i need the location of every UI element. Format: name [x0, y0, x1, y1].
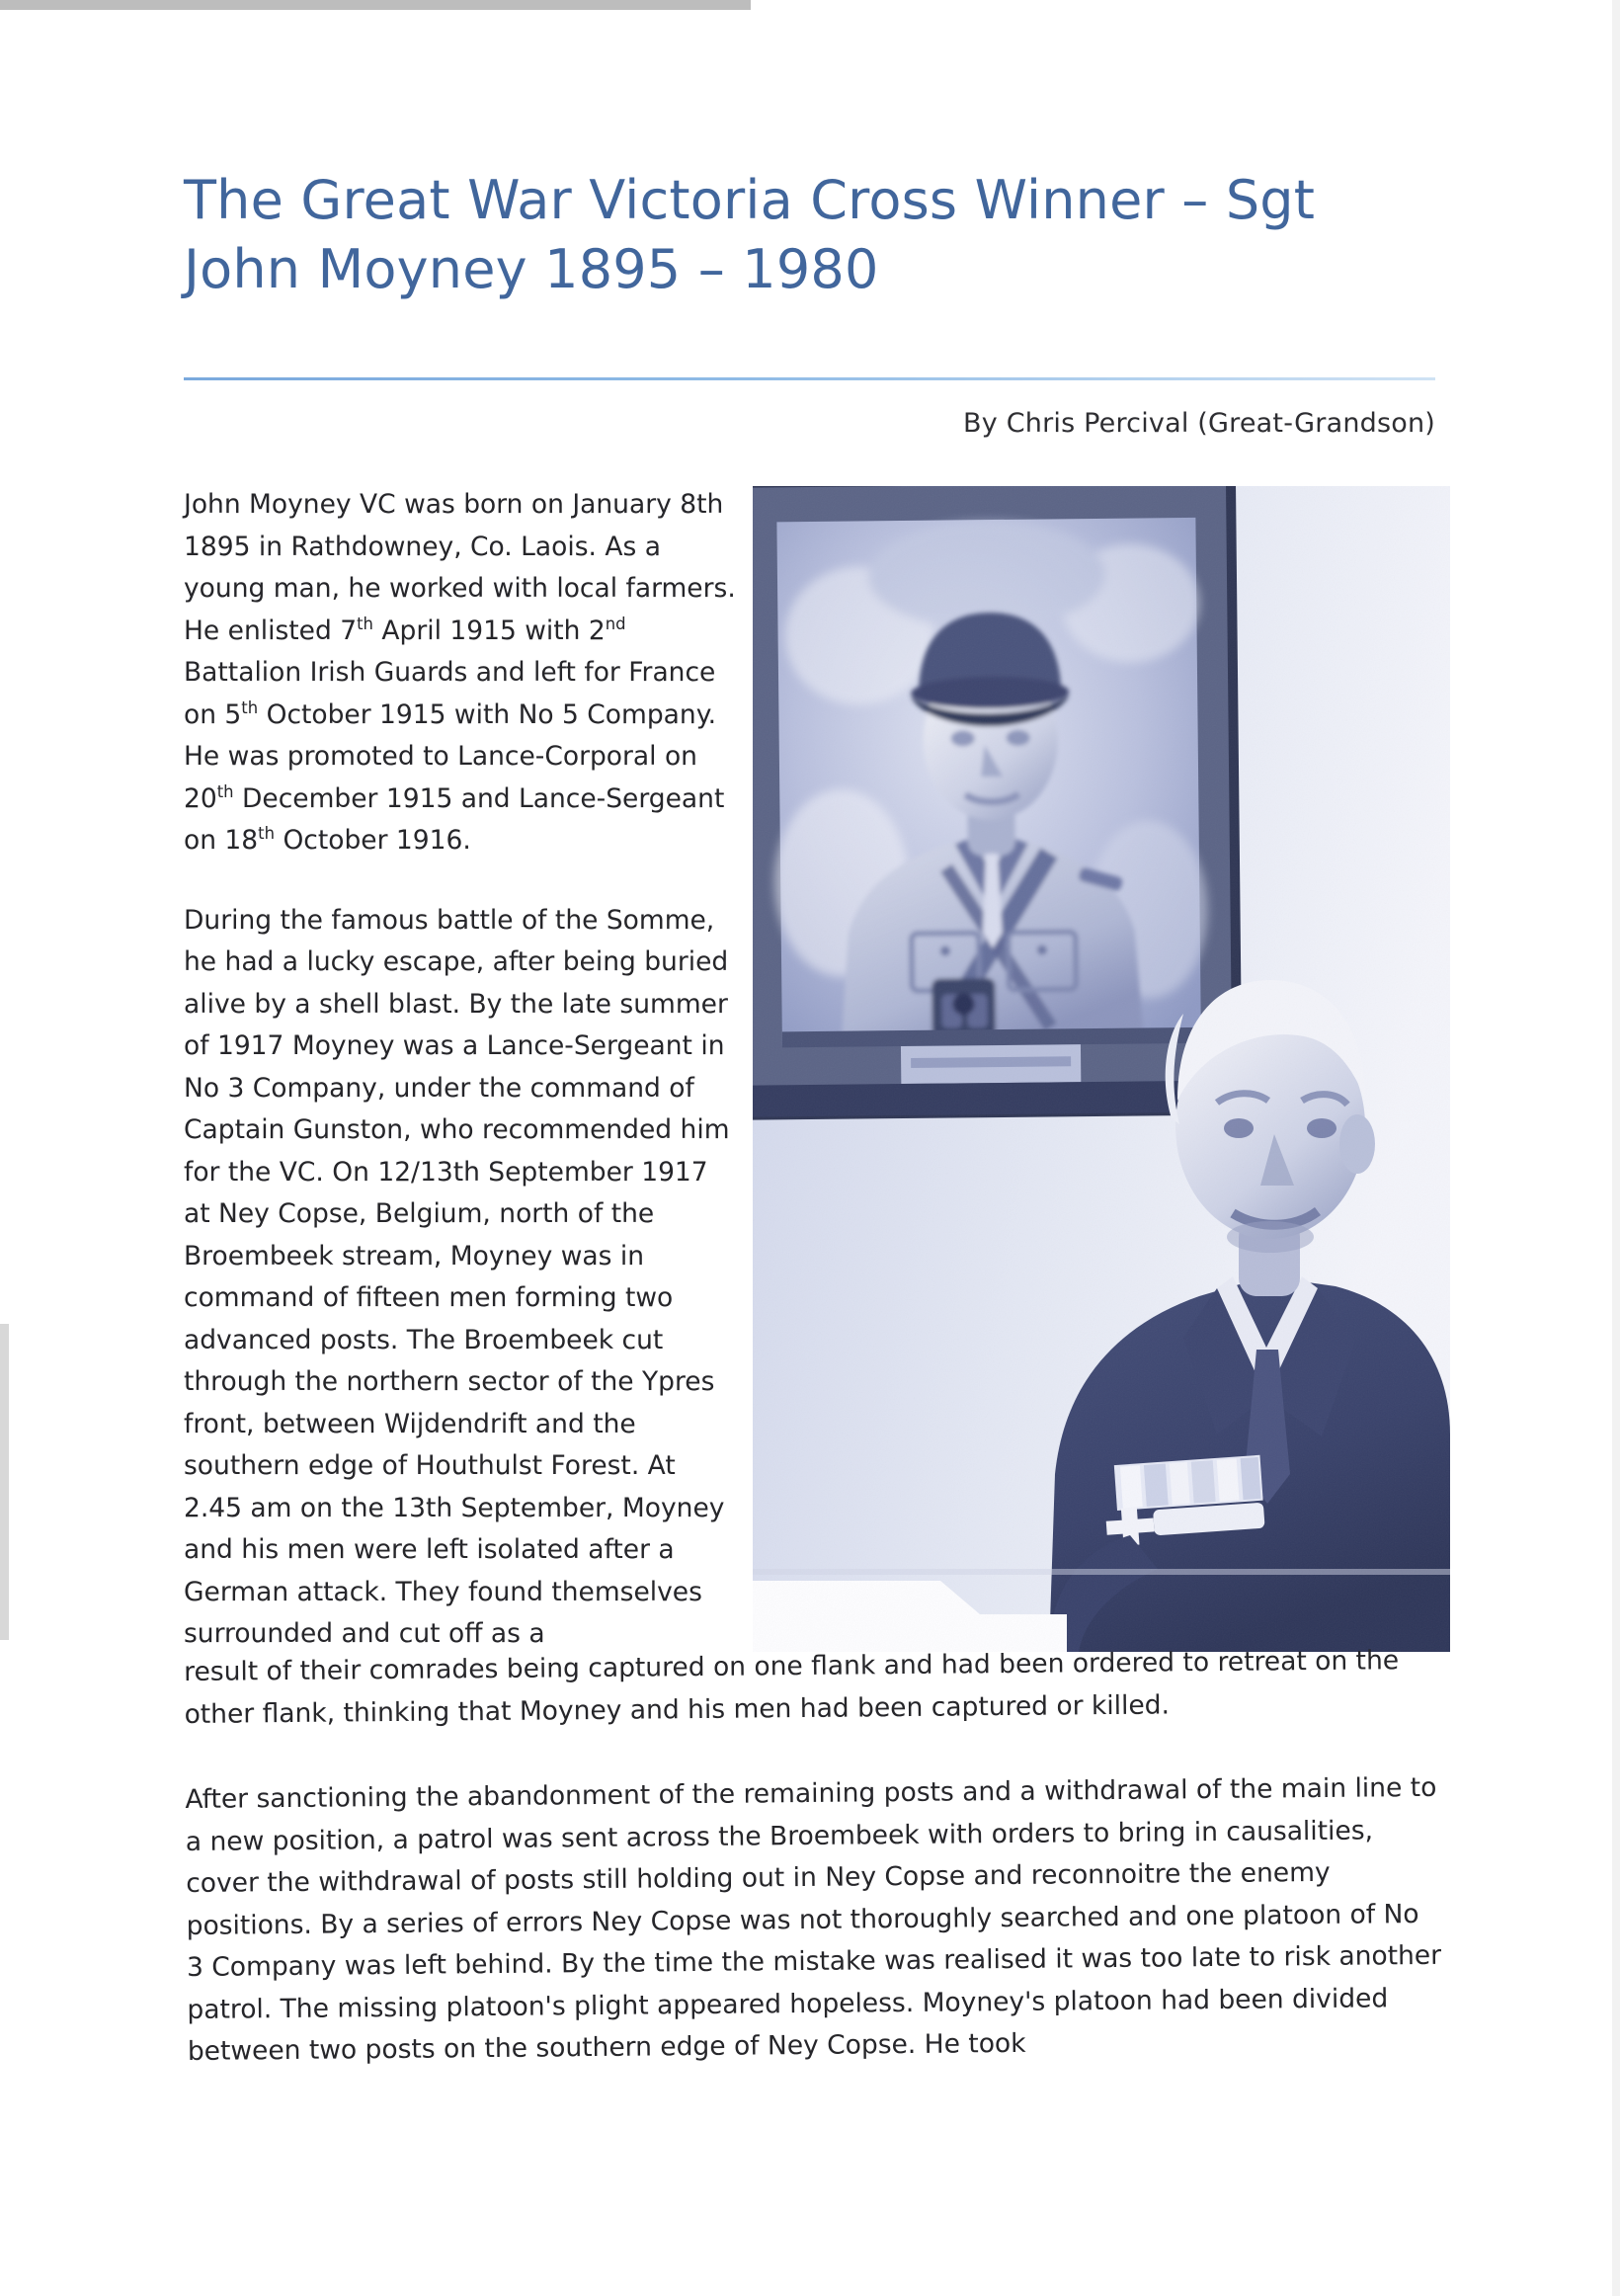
p1-seg5: December 1915 and Lance-Sergeant on 18: [184, 782, 725, 856]
p1-seg3: Battalion Irish Guards and left for France on 5: [184, 657, 716, 730]
byline: By Chris Percival (Great-Grandson): [963, 408, 1435, 439]
p1-ordinal-1: th: [357, 614, 373, 633]
p1-seg1: John Moyney VC was born on January 8th 1895 in Rathdowney, Co. Laois. As a young man, he worked with local farmers. He enlisted 7: [184, 489, 736, 646]
paragraph-1: [184, 484, 740, 862]
scan-artifact-top: [0, 0, 751, 10]
p1-seg6: October 1916.: [275, 825, 471, 856]
p1-ordinal-2: nd: [605, 614, 626, 633]
article-column-text: [184, 484, 740, 1693]
title-line-1: The Great War Victoria Cross Winner – Sgt: [184, 169, 1316, 231]
paragraph-3: After sanctioning the abandonment of the remaining posts and a withdrawal of the main line to a new position, a patrol was sent across the Broembeek with orders to bring in causalities, cover the withdrawal of posts still holding out in Ney Copse and reconnoitre the enemy positions. By a series of errors Ney Copse was not thoroughly searched and one platoon of No 3 Company was left behind. By the time the mistake was realised it was too late to risk another patrol. The missing platoon's plight appeared hopeless. Moyney's platoon had been divided between two posts on the southern edge of Ney Copse. He took: [185, 1771, 1442, 2067]
scan-artifact-left: [0, 1324, 9, 1640]
p1-ordinal-3: th: [241, 697, 259, 717]
title-line-2: John Moyney 1895 – 1980: [184, 238, 879, 301]
photograph-graphic: [753, 486, 1450, 1652]
title-heading: [184, 166, 1448, 304]
page-title: [184, 166, 1448, 304]
paragraph-2: During the famous battle of the Somme, he had a lucky escape, after being buried alive by a shell blast. By the late summer of 1917 Moyney was a Lance-Sergeant in No 3 Company, under the command of Captain Gunston, who recommended him for the VC. On 12/13th September 1917 at Ney Copse, Belgium, north of the Broembeek stream, Moyney was in command of fifteen men forming two advanced posts. The Broembeek cut through the northern sector of the Ypres front, between Wijdendrift and the southern edge of Houthulst Forest. At 2.45 am on the 13th September, Moyney and his men were left isolated after a German attack. They found themselves surrounded and cut off as a: [184, 904, 730, 1649]
scan-artifact-right: [1612, 0, 1620, 2296]
title-divider-rule: [184, 377, 1435, 380]
paragraph-2-continued: result of their comrades being captured on one flank and had been ordered to retreat on the other flank, thinking that Moyney and his men had been captured or killed.: [184, 1645, 1400, 1730]
p1-seg4: October 1915 with No 5 Company. He was promoted to Lance-Corporal on 20: [184, 698, 717, 814]
p1-ordinal-5: th: [258, 824, 276, 844]
article-full-width-text: [184, 1640, 1442, 2074]
p1-ordinal-4: th: [216, 781, 234, 801]
p1-seg2: April 1915 with 2: [372, 615, 606, 646]
photograph-moyney-with-portrait: [753, 486, 1450, 1652]
